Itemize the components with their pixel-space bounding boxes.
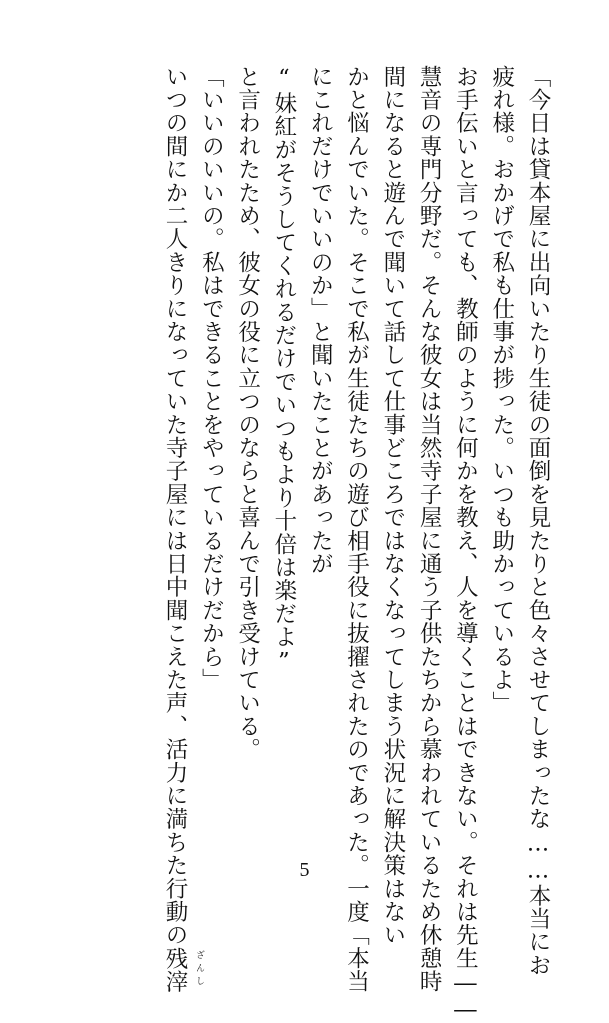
ruby-word: [157, 946, 205, 994]
text-line-2: 疲れ様。おかげで私も仕事が捗った。いつも助かっているよ」: [488, 65, 515, 715]
text-line-3: お手伝いと言っても、教師のように何かを教え、人を導くことはできない。それは先生――: [452, 65, 479, 1023]
text-line-1: 「今日は貸本屋に出向いたり生徒の面倒を見たりと色々させてしまったな……本当にお: [525, 65, 551, 977]
page-number: 5: [299, 859, 310, 881]
text-line-11: [157, 65, 205, 994]
text-line-5: 間になると遊んで聞いて話して仕事どころではなくなってしまう状況に解決策はない: [379, 65, 406, 947]
ruby-reading: ざんし: [194, 949, 205, 989]
text-line-10: 「いいのいいの。私はできることをやっているだけだから」: [198, 65, 225, 692]
text-line-4: 慧音の専門分野だ。そんな彼女は当然寺子屋に通う子供たちから慕われているため休憩時: [416, 65, 443, 993]
vertical-text-block: [76, 65, 556, 1023]
text-line-6: かと悩んでいた。そこで私が生徒たちの遊び相手役に抜擢されたのであった。一度「本当: [343, 65, 370, 993]
text-line-8: “妹紅がそうしてくれるだけでいつもより十倍は楽だよ”: [270, 65, 297, 676]
text-line-11-body: いつの間にか二人きりになっていた寺子屋には日中聞こえた声、活力に満ちた行動の: [162, 65, 189, 947]
text-line-9: と言われたため、彼女の役に立つのならと喜んで引き受けている。: [234, 65, 261, 761]
ruby-base: 残滓: [162, 946, 189, 994]
text-line-7: にこれだけでいいのか」と聞いたことがあったが: [307, 65, 334, 576]
